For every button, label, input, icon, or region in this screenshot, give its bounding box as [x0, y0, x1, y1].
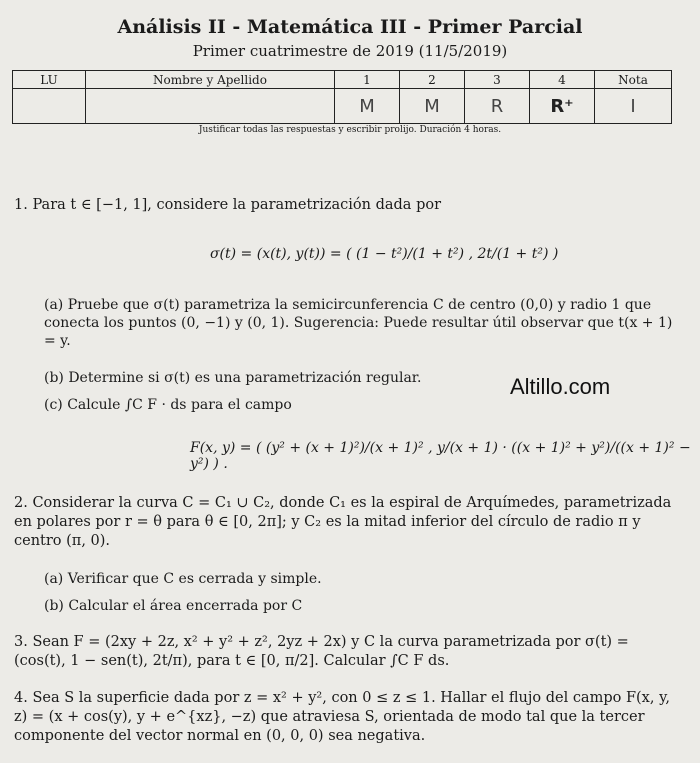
cell-nombre [86, 89, 335, 124]
problem-1-field-formula: F(x, y) = ( (y² + (x + 1)²)/(x + 1)² , y/(x + 1) · ((x + 1)² + y²)/((x + 1)² − y²) ) . [190, 440, 691, 472]
problem-3-text: 3. Sean F = (2xy + 2z, x² + y² + z², 2yz + 2x) y C la curva parametrizada por σ(t) = (cos(t), 1 − sen(t), 2t/π), para t ∈ [0, π/2]. Calcular ∫C F ds. [14, 634, 629, 669]
problem-2-part-b: (b) Calcular el área encerrada por C [44, 598, 303, 614]
col-nombre: Nombre y Apellido [86, 71, 335, 89]
problem-1-part-a: (a) Pruebe que σ(t) parametriza la semicircunferencia C de centro (0,0) y radio 1 que conecta los puntos (0, −1) y (0, 1). Sugerencia: Puede resultar útil observar que t(x + 1) = y. [44, 297, 673, 349]
page-subtitle: Primer cuatrimestre de 2019 (11/5/2019) [192, 42, 508, 60]
cell-lu [13, 89, 86, 124]
col-lu: LU [13, 71, 86, 89]
col-3: 3 [465, 71, 530, 89]
problem-1-formula: σ(t) = (x(t), y(t)) = ( (1 − t²)/(1 + t²) , 2t/(1 + t²) ) [210, 246, 559, 262]
problem-2-text: 2. Considerar la curva C = C₁ ∪ C₂, donde C₁ es la espiral de Arquímedes, parametrizada en polares por r = θ para θ ∈ [0, 2π]; y C₂ es la mitad inferior del círculo de radio π y centro (π, 0). [14, 495, 672, 549]
col-2: 2 [400, 71, 465, 89]
cell-grade-3: R [465, 89, 530, 124]
cell-grade-1: M [335, 89, 400, 124]
col-4: 4 [530, 71, 595, 89]
problem-2-part-a: (a) Verificar que C es cerrada y simple. [44, 571, 322, 587]
cell-grade-4: R⁺ [530, 89, 595, 124]
page-title: Análisis II - Matemática III - Primer Parcial [117, 16, 583, 38]
grade-table-header-row [13, 71, 672, 89]
col-nota: Nota [595, 71, 672, 89]
grade-table-value-row [13, 89, 672, 124]
altillo-watermark: Altillo.com [510, 374, 611, 399]
col-1: 1 [335, 71, 400, 89]
grade-table [12, 70, 672, 124]
instructions-note: Justificar todas las respuestas y escribir prolijo. Duración 4 horas. [198, 125, 502, 135]
cell-grade-2: M [400, 89, 465, 124]
problem-4-text: 4. Sea S la superficie dada por z = x² + y², con 0 ≤ z ≤ 1. Hallar el flujo del campo F(x, y, z) = (x + cos(y), y + e^{xz}, −z) que atraviesa S, orientada de modo tal que la tercer componente del vector normal en (0, 0, 0) sea negativa. [14, 690, 670, 744]
problem-1-part-b: (b) Determine si σ(t) es una parametrización regular. [44, 370, 422, 386]
problem-1-intro: 1. Para t ∈ [−1, 1], considere la parametrización dada por [14, 197, 442, 213]
cell-nota: I [595, 89, 672, 124]
problem-1-part-c: (c) Calcule ∫C F · ds para el campo [44, 397, 292, 413]
